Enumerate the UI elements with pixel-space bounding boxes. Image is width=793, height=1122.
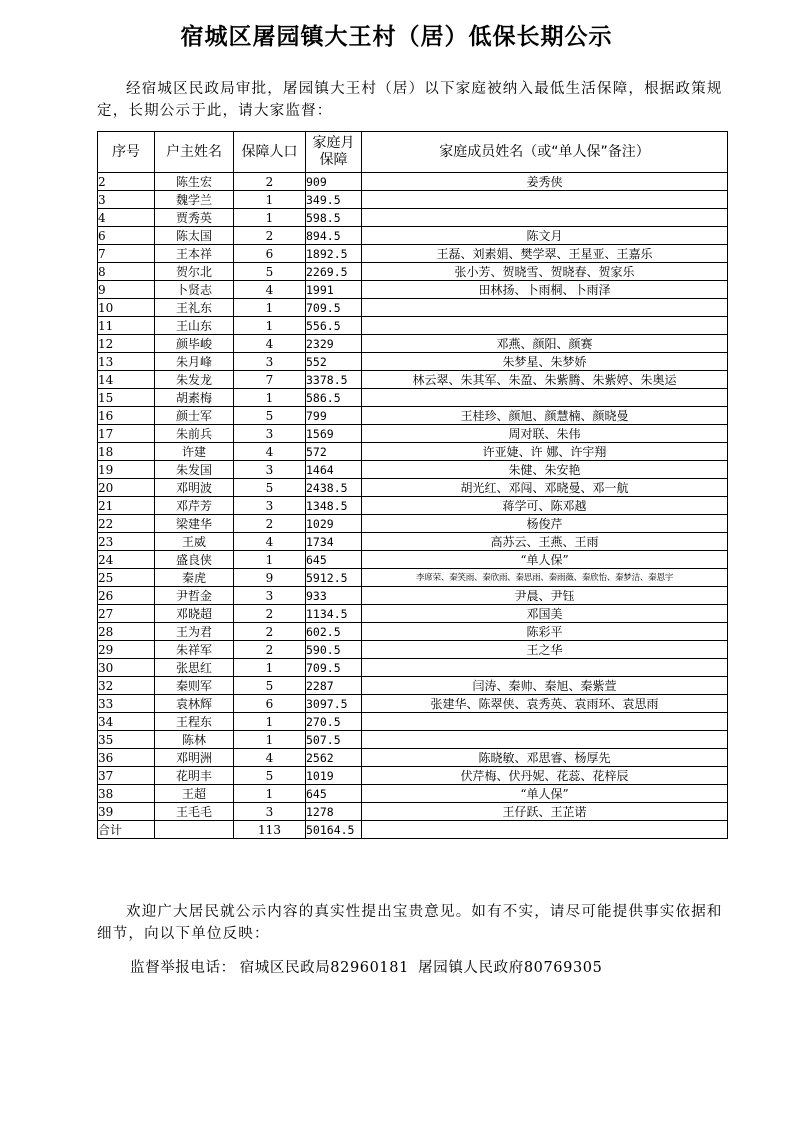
cell-family-members: “单人保”	[362, 785, 728, 803]
cell-monthly-amount: 709.5	[306, 659, 362, 677]
cell-householder-name: 王山东	[155, 317, 234, 335]
cell-population: 2	[234, 623, 306, 641]
cell-population: 1	[234, 389, 306, 407]
cell-family-members: 陈彩平	[362, 623, 728, 641]
cell-householder-name: 秦则军	[155, 677, 234, 695]
total-members-cell	[362, 821, 728, 839]
cell-householder-name: 朱祥军	[155, 641, 234, 659]
header-householder-name: 户主姓名	[155, 132, 234, 173]
cell-population: 5	[234, 407, 306, 425]
cell-no: 36	[98, 749, 155, 767]
cell-family-members: 陈晓敏、邓思睿、杨厚先	[362, 749, 728, 767]
cell-householder-name: 邓明洲	[155, 749, 234, 767]
cell-no: 19	[98, 461, 155, 479]
cell-householder-name: 王毛毛	[155, 803, 234, 821]
cell-householder-name: 胡素梅	[155, 389, 234, 407]
table-row	[98, 785, 728, 803]
cell-no: 10	[98, 299, 155, 317]
cell-monthly-amount: 894.5	[306, 227, 362, 245]
cell-monthly-amount: 1991	[306, 281, 362, 299]
cell-population: 1	[234, 191, 306, 209]
table-row	[98, 497, 728, 515]
cell-householder-name: 王礼东	[155, 299, 234, 317]
hotline-civil-affairs: 宿城区民政局82960181	[239, 960, 409, 976]
table-row	[98, 461, 728, 479]
cell-population: 1	[234, 299, 306, 317]
cell-population: 2	[234, 641, 306, 659]
subsistence-roster-table	[97, 131, 728, 839]
cell-householder-name: 王程东	[155, 713, 234, 731]
cell-no: 23	[98, 533, 155, 551]
cell-no: 30	[98, 659, 155, 677]
cell-family-members: 王之华	[362, 641, 728, 659]
cell-population: 5	[234, 263, 306, 281]
header-no: 序号	[98, 132, 155, 173]
cell-no: 6	[98, 227, 155, 245]
feedback-paragraph: 欢迎广大居民就公示内容的真实性提出宝贵意见。如有不实，请尽可能提供事实依据和细节，向以下单位反映：	[97, 904, 723, 942]
table-row	[98, 623, 728, 641]
total-label: 合计	[98, 821, 155, 839]
header-monthly-amount: 家庭月保障	[306, 132, 362, 173]
cell-family-members: 尹晨、尹钰	[362, 587, 728, 605]
cell-householder-name: 朱月峰	[155, 353, 234, 371]
cell-population: 1	[234, 713, 306, 731]
cell-family-members: 周对联、朱伟	[362, 425, 728, 443]
cell-monthly-amount: 909	[306, 173, 362, 191]
cell-family-members: 林云翠、朱其军、朱盈、朱紫腾、朱紫婷、朱奥运	[362, 371, 728, 389]
cell-monthly-amount: 1464	[306, 461, 362, 479]
table-row	[98, 335, 728, 353]
cell-monthly-amount: 3097.5	[306, 695, 362, 713]
cell-no: 13	[98, 353, 155, 371]
cell-family-members: 闫涛、秦帅、秦旭、秦紫萱	[362, 677, 728, 695]
cell-monthly-amount: 2269.5	[306, 263, 362, 281]
cell-householder-name: 花明丰	[155, 767, 234, 785]
hotline-label: 监督举报电话：	[130, 960, 236, 976]
cell-monthly-amount: 590.5	[306, 641, 362, 659]
cell-family-members: “单人保”	[362, 551, 728, 569]
cell-no: 17	[98, 425, 155, 443]
cell-householder-name: 邓晓超	[155, 605, 234, 623]
cell-no: 18	[98, 443, 155, 461]
table-row	[98, 569, 728, 587]
cell-family-members: 张小芳、贺晓雪、贺晓春、贺家乐	[362, 263, 728, 281]
cell-monthly-amount: 2287	[306, 677, 362, 695]
cell-householder-name: 邓明波	[155, 479, 234, 497]
table-row	[98, 299, 728, 317]
cell-monthly-amount: 1569	[306, 425, 362, 443]
cell-family-members	[362, 731, 728, 749]
cell-householder-name: 秦虎	[155, 569, 234, 587]
cell-family-members: 邓燕、颜阳、颜赛	[362, 335, 728, 353]
cell-population: 4	[234, 533, 306, 551]
cell-householder-name: 王本祥	[155, 245, 234, 263]
cell-householder-name: 朱前兵	[155, 425, 234, 443]
cell-householder-name: 邓芹芳	[155, 497, 234, 515]
cell-monthly-amount: 799	[306, 407, 362, 425]
cell-no: 11	[98, 317, 155, 335]
cell-householder-name: 贺尔北	[155, 263, 234, 281]
cell-householder-name: 王威	[155, 533, 234, 551]
cell-monthly-amount: 1892.5	[306, 245, 362, 263]
cell-householder-name: 张思红	[155, 659, 234, 677]
cell-no: 21	[98, 497, 155, 515]
cell-no: 37	[98, 767, 155, 785]
cell-no: 27	[98, 605, 155, 623]
cell-no: 20	[98, 479, 155, 497]
cell-population: 3	[234, 461, 306, 479]
cell-population: 4	[234, 749, 306, 767]
cell-householder-name: 朱发国	[155, 461, 234, 479]
table-row	[98, 767, 728, 785]
cell-population: 3	[234, 587, 306, 605]
cell-population: 6	[234, 245, 306, 263]
table-row	[98, 659, 728, 677]
cell-householder-name: 陈太国	[155, 227, 234, 245]
table-row	[98, 713, 728, 731]
cell-householder-name: 魏学兰	[155, 191, 234, 209]
cell-population: 9	[234, 569, 306, 587]
total-population: 113	[234, 821, 306, 839]
cell-no: 15	[98, 389, 155, 407]
cell-no: 28	[98, 623, 155, 641]
table-row	[98, 191, 728, 209]
cell-no: 14	[98, 371, 155, 389]
cell-householder-name: 颜毕峻	[155, 335, 234, 353]
cell-no: 8	[98, 263, 155, 281]
cell-householder-name: 颜士军	[155, 407, 234, 425]
cell-population: 7	[234, 371, 306, 389]
cell-monthly-amount: 1734	[306, 533, 362, 551]
table-row	[98, 317, 728, 335]
cell-family-members	[362, 191, 728, 209]
cell-monthly-amount: 1134.5	[306, 605, 362, 623]
cell-family-members: 陈文月	[362, 227, 728, 245]
cell-population: 3	[234, 803, 306, 821]
cell-no: 26	[98, 587, 155, 605]
cell-monthly-amount: 2562	[306, 749, 362, 767]
table-row	[98, 515, 728, 533]
cell-population: 5	[234, 677, 306, 695]
table-row	[98, 281, 728, 299]
cell-population: 1	[234, 731, 306, 749]
table-row	[98, 731, 728, 749]
cell-no: 29	[98, 641, 155, 659]
cell-monthly-amount: 1348.5	[306, 497, 362, 515]
cell-no: 38	[98, 785, 155, 803]
cell-family-members	[362, 659, 728, 677]
table-row	[98, 803, 728, 821]
cell-householder-name: 王为君	[155, 623, 234, 641]
cell-family-members: 王仔跃、王芷诺	[362, 803, 728, 821]
cell-population: 1	[234, 209, 306, 227]
cell-population: 3	[234, 425, 306, 443]
cell-family-members: 蒋学可、陈邓越	[362, 497, 728, 515]
cell-family-members	[362, 317, 728, 335]
cell-no: 12	[98, 335, 155, 353]
intro-paragraph: 经宿城区民政局审批，屠园镇大王村（居）以下家庭被纳入最低生活保障，根据政策规定，长期公示于此，请大家监督：	[97, 81, 723, 119]
cell-population: 1	[234, 551, 306, 569]
cell-householder-name: 尹哲金	[155, 587, 234, 605]
cell-population: 3	[234, 353, 306, 371]
cell-family-members: 朱梦星、朱梦娇	[362, 353, 728, 371]
table-row	[98, 425, 728, 443]
table-row	[98, 641, 728, 659]
cell-no: 33	[98, 695, 155, 713]
table-row	[98, 407, 728, 425]
cell-family-members: 许亚婕、许 娜、许宇翔	[362, 443, 728, 461]
cell-family-members: 杨俊芹	[362, 515, 728, 533]
cell-monthly-amount: 645	[306, 551, 362, 569]
cell-population: 4	[234, 335, 306, 353]
cell-family-members: 张建华、陈翠侠、袁秀英、袁雨环、袁思雨	[362, 695, 728, 713]
total-amount: 50164.5	[306, 821, 362, 839]
cell-householder-name: 贾秀英	[155, 209, 234, 227]
cell-monthly-amount: 709.5	[306, 299, 362, 317]
cell-no: 25	[98, 569, 155, 587]
cell-no: 4	[98, 209, 155, 227]
table-row	[98, 209, 728, 227]
cell-family-members: 姜秀侠	[362, 173, 728, 191]
cell-householder-name: 朱发龙	[155, 371, 234, 389]
cell-monthly-amount: 1029	[306, 515, 362, 533]
cell-family-members: 王桂珍、颜旭、颜慧楠、颜晓曼	[362, 407, 728, 425]
cell-householder-name: 陈林	[155, 731, 234, 749]
cell-monthly-amount: 2438.5	[306, 479, 362, 497]
cell-population: 2	[234, 605, 306, 623]
table-row	[98, 677, 728, 695]
hotline-town-government: 屠园镇人民政府80769305	[418, 960, 603, 976]
cell-family-members: 田林扬、卜雨桐、卜雨泽	[362, 281, 728, 299]
cell-family-members: 伏芹梅、伏丹妮、花蕊、花梓辰	[362, 767, 728, 785]
table-row	[98, 227, 728, 245]
table-row	[98, 587, 728, 605]
table-row	[98, 695, 728, 713]
cell-no: 9	[98, 281, 155, 299]
cell-monthly-amount: 586.5	[306, 389, 362, 407]
cell-householder-name: 袁林辉	[155, 695, 234, 713]
table-body	[98, 173, 728, 821]
table-row	[98, 533, 728, 551]
cell-no: 32	[98, 677, 155, 695]
cell-population: 4	[234, 443, 306, 461]
cell-population: 1	[234, 317, 306, 335]
table-row	[98, 263, 728, 281]
cell-population: 1	[234, 785, 306, 803]
cell-monthly-amount: 598.5	[306, 209, 362, 227]
cell-population: 4	[234, 281, 306, 299]
table-row	[98, 173, 728, 191]
cell-monthly-amount: 270.5	[306, 713, 362, 731]
cell-monthly-amount: 1278	[306, 803, 362, 821]
header-family-members: 家庭成员姓名（或“单人保”备注）	[362, 132, 728, 173]
cell-no: 34	[98, 713, 155, 731]
cell-family-members	[362, 299, 728, 317]
cell-no: 3	[98, 191, 155, 209]
cell-monthly-amount: 5912.5	[306, 569, 362, 587]
cell-householder-name: 梁建华	[155, 515, 234, 533]
total-empty-cell	[155, 821, 234, 839]
cell-monthly-amount: 552	[306, 353, 362, 371]
cell-monthly-amount: 349.5	[306, 191, 362, 209]
cell-family-members: 朱健、朱安艳	[362, 461, 728, 479]
cell-householder-name: 卜贤志	[155, 281, 234, 299]
cell-monthly-amount: 933	[306, 587, 362, 605]
cell-family-members: 胡光红、邓闯、邓晓曼、邓一航	[362, 479, 728, 497]
cell-monthly-amount: 3378.5	[306, 371, 362, 389]
table-row	[98, 551, 728, 569]
cell-monthly-amount: 507.5	[306, 731, 362, 749]
cell-monthly-amount: 602.5	[306, 623, 362, 641]
cell-family-members: 王磊、刘素娟、樊学翠、王星亚、王嘉乐	[362, 245, 728, 263]
cell-population: 2	[234, 515, 306, 533]
cell-family-members: 高苏云、王燕、王雨	[362, 533, 728, 551]
table-row	[98, 443, 728, 461]
cell-family-members	[362, 713, 728, 731]
cell-monthly-amount: 1019	[306, 767, 362, 785]
cell-family-members	[362, 389, 728, 407]
cell-householder-name: 陈生宏	[155, 173, 234, 191]
cell-no: 24	[98, 551, 155, 569]
cell-householder-name: 王超	[155, 785, 234, 803]
cell-family-members	[362, 209, 728, 227]
cell-householder-name: 盛良侠	[155, 551, 234, 569]
hotline-line	[130, 956, 606, 977]
cell-population: 5	[234, 767, 306, 785]
cell-no: 39	[98, 803, 155, 821]
table-row	[98, 479, 728, 497]
cell-monthly-amount: 556.5	[306, 317, 362, 335]
cell-no: 35	[98, 731, 155, 749]
table-row	[98, 749, 728, 767]
cell-monthly-amount: 645	[306, 785, 362, 803]
cell-population: 5	[234, 479, 306, 497]
cell-population: 1	[234, 659, 306, 677]
cell-householder-name: 许建	[155, 443, 234, 461]
cell-no: 16	[98, 407, 155, 425]
cell-monthly-amount: 2329	[306, 335, 362, 353]
page-title: 宿城区屠园镇大王村（居）低保长期公示	[180, 24, 613, 50]
cell-population: 6	[234, 695, 306, 713]
cell-population: 3	[234, 497, 306, 515]
cell-no: 7	[98, 245, 155, 263]
table-row	[98, 371, 728, 389]
cell-population: 2	[234, 173, 306, 191]
total-row	[98, 821, 728, 839]
header-covered-population: 保障人口	[234, 132, 306, 173]
cell-monthly-amount: 572	[306, 443, 362, 461]
cell-family-members: 李席荣、秦笑雨、秦欣雨、秦思雨、秦雨薇、秦欣怡、秦梦洁、秦恩宇	[362, 569, 728, 587]
cell-population: 2	[234, 227, 306, 245]
cell-no: 22	[98, 515, 155, 533]
table-row	[98, 245, 728, 263]
table-header-row	[98, 132, 728, 173]
table-row	[98, 353, 728, 371]
table-row	[98, 389, 728, 407]
cell-no: 2	[98, 173, 155, 191]
table-row	[98, 605, 728, 623]
cell-family-members: 邓国美	[362, 605, 728, 623]
